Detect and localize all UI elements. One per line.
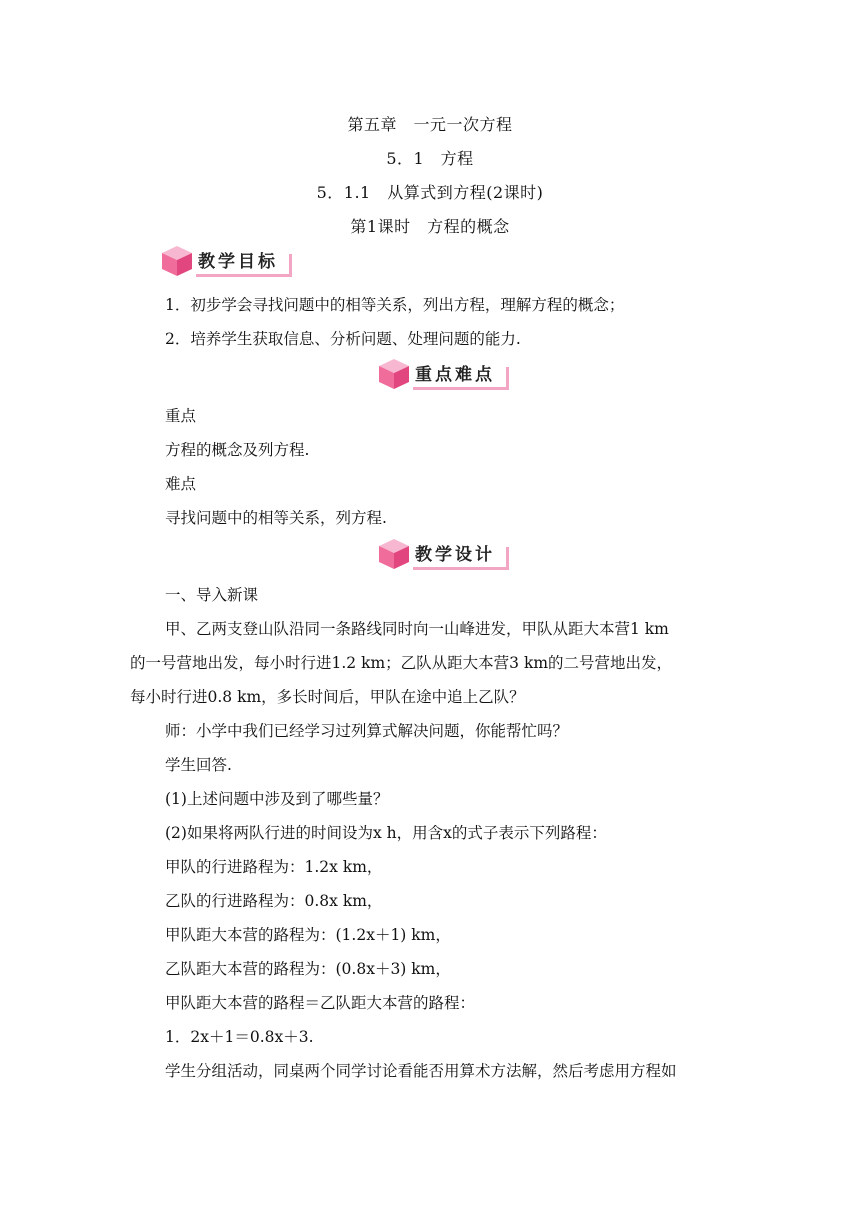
question-2: (2)如果将两队行进的时间设为x h，用含x的式子表示下列路程： bbox=[165, 824, 607, 842]
objective-item-2: 2．培养学生获取信息、分析问题、处理问题的能力. bbox=[165, 330, 521, 348]
teacher-line: 师：小学中我们已经学习过列算式解决问题，你能帮忙吗？ bbox=[165, 722, 569, 740]
equality-statement: 甲队距大本营的路程＝乙队距大本营的路程： bbox=[165, 994, 476, 1012]
subsection-title: 5．1.1 从算式到方程(2课时) bbox=[316, 183, 544, 202]
objective-item-1: 1．初步学会寻找问题中的相等关系，列出方程，理解方程的概念； bbox=[165, 296, 625, 314]
chapter-title: 第五章 一元一次方程 bbox=[347, 115, 513, 134]
focus-label: 重点 bbox=[165, 407, 197, 425]
cube-icon bbox=[377, 537, 411, 571]
difficulty-label: 难点 bbox=[165, 475, 197, 493]
activity-line: 学生分组活动，同桌两个同学讨论看能否用算术方法解，然后考虑用方程如 bbox=[165, 1062, 677, 1080]
cube-icon bbox=[377, 357, 411, 391]
equation: 1．2x＋1＝0.8x＋3. bbox=[165, 1028, 314, 1046]
problem-line-1: 甲、乙两支登山队沿同一条路线同时向一山峰进发，甲队从距大本营1 km bbox=[165, 620, 669, 638]
section-title: 5．1 方程 bbox=[386, 149, 474, 168]
objectives-heading: 教学目标 bbox=[194, 250, 288, 274]
cube-icon bbox=[160, 244, 194, 278]
difficulty-text: 寻找问题中的相等关系，列方程. bbox=[165, 509, 387, 527]
focus-text: 方程的概念及列方程. bbox=[165, 441, 310, 459]
path-a: 甲队的行进路程为：1.2x km， bbox=[165, 858, 383, 876]
key-points-heading: 重点难点 bbox=[411, 363, 505, 387]
question-1: (1)上述问题中涉及到了哪些量？ bbox=[165, 790, 389, 808]
design-heading: 教学设计 bbox=[411, 543, 505, 567]
lesson-title: 第1课时 方程的概念 bbox=[350, 217, 510, 236]
problem-line-3: 每小时行进0.8 km，多长时间后，甲队在途中追上乙队？ bbox=[130, 688, 525, 706]
path-b: 乙队的行进路程为：0.8x km， bbox=[165, 892, 383, 910]
intro-heading: 一、导入新课 bbox=[165, 586, 259, 604]
problem-line-2: 的一号营地出发，每小时行进1.2 km；乙队从距大本营3 km的二号营地出发， bbox=[130, 654, 673, 672]
student-line: 学生回答. bbox=[165, 756, 232, 774]
distance-b: 乙队距大本营的路程为：(0.8x＋3) km， bbox=[165, 960, 451, 978]
distance-a: 甲队距大本营的路程为：(1.2x＋1) km， bbox=[165, 926, 451, 944]
